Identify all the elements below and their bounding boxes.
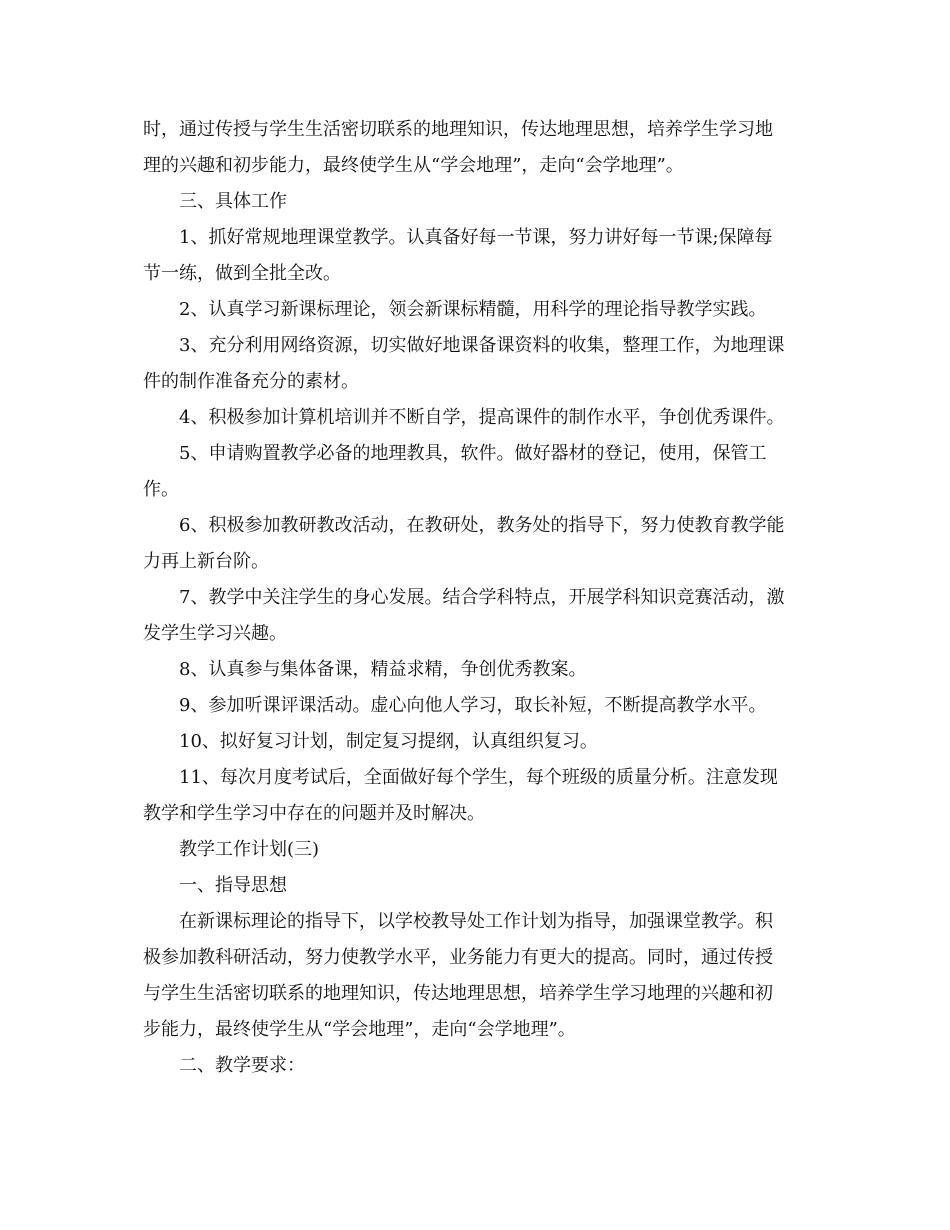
text-line: 步能力，最终使学生从“学会地理”，走向“会学地理”。 <box>143 1019 576 1040</box>
text-line: 件的制作准备充分的素材。 <box>143 371 359 392</box>
text-line: 3、充分利用网络资源，切实做好地课备课资料的收集，整理工作，为地理课 <box>179 335 785 356</box>
text-line: 4、积极参加计算机培训并不断自学，提高课件的制作水平，争创优秀课件。 <box>179 407 785 428</box>
text-line: 在新课标理论的指导下，以学校教导处工作计划为指导，加强课堂教学。积 <box>179 911 773 932</box>
text-line: 教学和学生学习中存在的问题并及时解决。 <box>143 803 485 824</box>
text-line: 理的兴趣和初步能力，最终使学生从“学会地理”，走向“会学地理”。 <box>143 155 684 176</box>
text-line: 发学生学习兴趣。 <box>143 623 287 644</box>
text-line: 10、拟好复习计划，制定复习提纲，认真组织复习。 <box>179 731 598 752</box>
text-line: 9、参加听课评课活动。虚心向他人学习，取长补短，不断提高教学水平。 <box>179 695 767 716</box>
text-line: 作。 <box>143 479 179 500</box>
paragraph-item-8 <box>143 652 803 688</box>
text-line: 教学工作计划(三) <box>179 839 320 860</box>
text-line: 1、抓好常规地理课堂教学。认真备好每一节课，努力讲好每一节课;保障每 <box>179 227 773 248</box>
paragraph-item-2 <box>143 292 803 328</box>
document-body <box>143 112 803 1084</box>
paragraph-item-4 <box>143 400 803 436</box>
text-line: 时，通过传授与学生生活密切联系的地理知识，传达地理思想，培养学生学习地 <box>143 119 773 140</box>
text-line: 6、积极参加教研教改活动，在教研处，教务处的指导下，努力使教育教学能 <box>179 515 785 536</box>
paragraph-item-5 <box>143 436 803 508</box>
paragraph-h-plan-3 <box>143 832 803 868</box>
paragraph-h-specific-work <box>143 184 803 220</box>
text-line: 极参加教科研活动，努力使教学水平，业务能力有更大的提高。同时，通过传授 <box>143 947 773 968</box>
text-line: 一、指导思想 <box>179 875 287 896</box>
text-line: 与学生生活密切联系的地理知识，传达地理思想，培养学生学习地理的兴趣和初 <box>143 983 773 1004</box>
paragraph-item-10 <box>143 724 803 760</box>
paragraph-item-3 <box>143 328 803 400</box>
paragraph-item-9 <box>143 688 803 724</box>
text-line: 11、每次月度考试后，全面做好每个学生，每个班级的质量分析。注意发现 <box>179 767 778 788</box>
paragraph-p-guiding <box>143 904 803 1048</box>
paragraph-h-guiding <box>143 868 803 904</box>
paragraph-p-intro-cont <box>143 112 803 184</box>
text-line: 5、申请购置教学必备的地理教具，软件。做好器材的登记，使用，保管工 <box>179 443 767 464</box>
paragraph-item-7 <box>143 580 803 652</box>
paragraph-item-11 <box>143 760 803 832</box>
text-line: 节一练，做到全批全改。 <box>143 263 341 284</box>
paragraph-h-requirements <box>143 1048 803 1084</box>
text-line: 力再上新台阶。 <box>143 551 269 572</box>
text-line: 8、认真参与集体备课，精益求精，争创优秀教案。 <box>179 659 587 680</box>
text-line: 三、具体工作 <box>179 191 287 212</box>
paragraph-item-1 <box>143 220 803 292</box>
text-line: 2、认真学习新课标理论，领会新课标精髓，用科学的理论指导教学实践。 <box>179 299 767 320</box>
text-line: 7、教学中关注学生的身心发展。结合学科特点，开展学科知识竞赛活动，激 <box>179 587 785 608</box>
paragraph-item-6 <box>143 508 803 580</box>
text-line: 二、教学要求： <box>179 1055 305 1076</box>
